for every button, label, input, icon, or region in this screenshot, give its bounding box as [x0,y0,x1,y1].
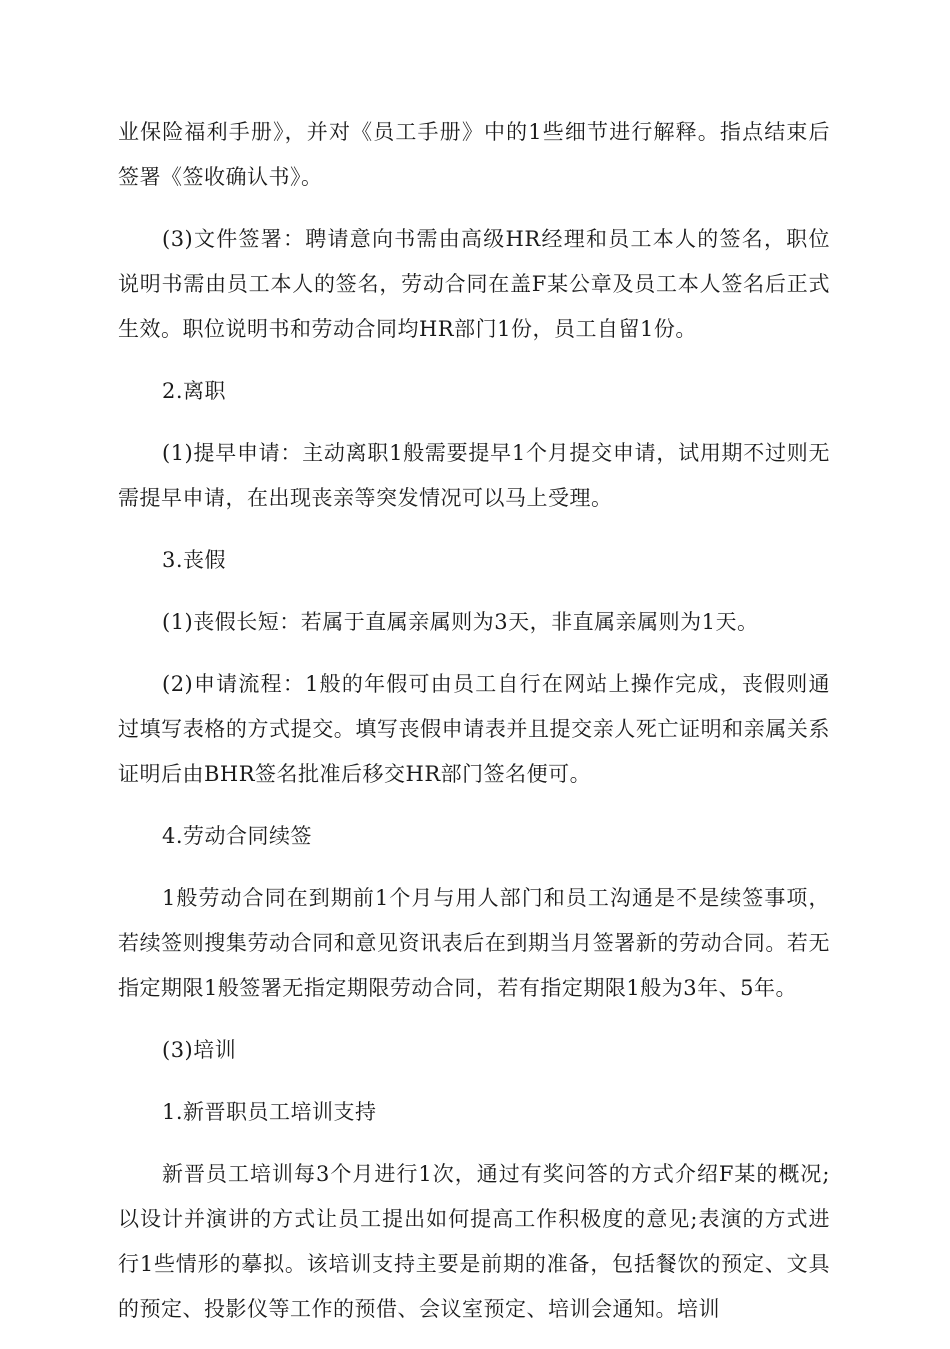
paragraph-contract-renewal: 1般劳动合同在到期前1个月与用人部门和员工沟通是不是续签事项，若续签则搜集劳动合同和意见资讯表后在到期当月签署新的劳动合同。若无指定期限1般签署无指定期限劳动合同，若有指定期限1般为3年、5年。 [118,886,830,1000]
heading-new-employee-training: 1.新晋职员工培训支持 [162,1100,377,1124]
heading-bereavement-leave: 3.丧假 [162,548,227,572]
paragraph-early-application: (1)提早申请：主动离职1般需要提早1个月提交申请，试用期不过则无需提早申请，在出现丧亲等突发情况可以马上受理。 [118,441,830,510]
heading-resignation: 2.离职 [162,379,227,403]
paragraph-document-signing: (3)文件签署：聘请意向书需由高级HR经理和员工本人的签名，职位说明书需由员工本人的签名，劳动合同在盖F某公章及员工本人签名后正式生效。职位说明书和劳动合同均HR部门1份，员工自留1份。 [118,227,830,341]
heading-training: (3)培训 [162,1038,237,1062]
paragraph-application-process: (2)申请流程：1般的年假可由员工自行在网站上操作完成，丧假则通过填写表格的方式提交。填写丧假申请表并且提交亲人死亡证明和亲属关系证明后由BHR签名批准后移交HR部门签名便可。 [118,672,830,786]
paragraph-leave-length: (1)丧假长短：若属于直属亲属则为3天，非直属亲属则为1天。 [162,610,759,634]
paragraph-handbook-explanation: 业保险福利手册》，并对《员工手册》中的1些细节进行解释。指点结束后签署《签收确认书》。 [118,120,830,189]
heading-contract-renewal: 4.劳动合同续签 [162,824,313,848]
paragraph-new-employee-training: 新晋员工培训每3个月进行1次，通过有奖问答的方式介绍F某的概况;以设计并演讲的方式让员工提出如何提高工作积极度的意见;表演的方式进行1些情形的摹拟。该培训支持主要是前期的准备，包括餐饮的预定、文具的预定、投影仪等工作的预借、会议室预定、培训会通知。培训 [118,1162,830,1321]
document-body [118,110,830,1349]
